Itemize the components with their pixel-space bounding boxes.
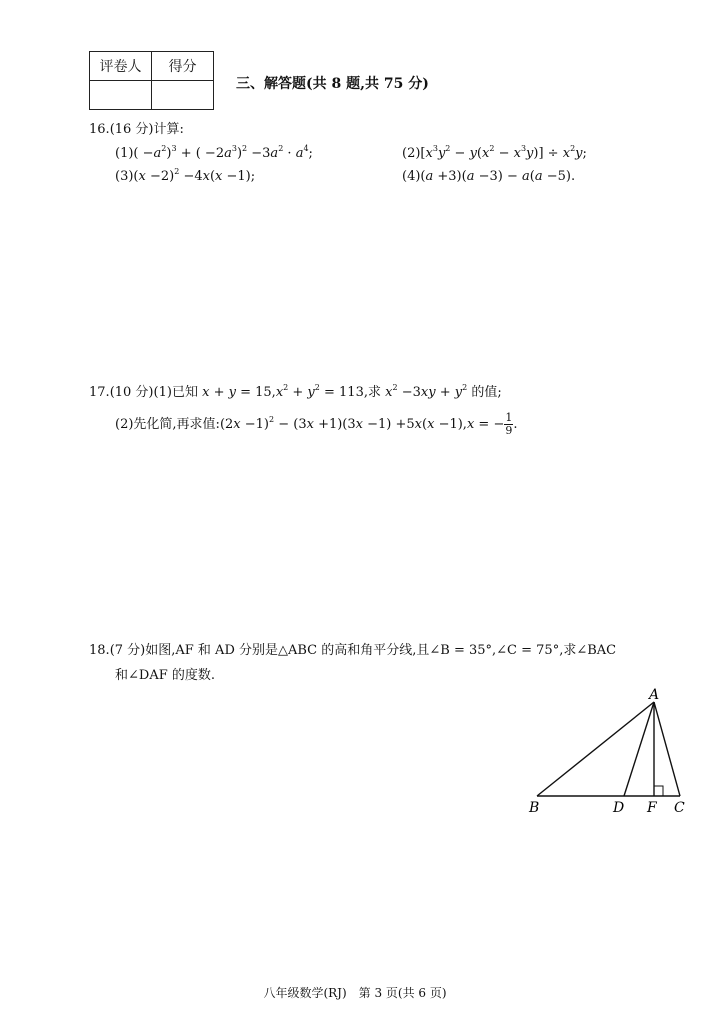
q18-line2: 和∠DAF 的度数.: [115, 668, 215, 683]
q17-part1: 17.(10 分)(1)已知 $x + y = 15,x^2 + y^2 = 113$,求 $x^2 -3xy + y^2$ 的值;: [89, 383, 502, 400]
q16-part2: $(2)[x^3y^2 - y(x^2 - x^3y)] \div x^2y$;: [402, 144, 587, 161]
score-label: 得分: [152, 52, 214, 81]
q16-part1: $(1)( -a^2)^3$ + ( $-2a^3)^2 -3a^2 \cdot a^4$;: [115, 144, 313, 161]
label-a: A: [649, 688, 660, 703]
q16-number: 16.: [89, 122, 110, 137]
section-title: 三、解答题(共 8 题,共 75 分): [236, 76, 429, 92]
q16-header: [89, 119, 184, 141]
score-table: [89, 51, 214, 110]
q16-prompt: 计算:: [153, 122, 184, 137]
q17-part2: (2)先化简,再求值:(2x −1)$^2$ − (3x +1)(3x −1) +5x(x −1),x = − $\frac{1}{9}$ .: [115, 411, 518, 437]
grader-label: 评卷人: [90, 52, 152, 81]
q16-points: (16 分): [109, 122, 154, 137]
page-footer: 八年级数学(RJ) 第 3 页(共 6 页): [263, 986, 447, 1000]
fraction-one-ninth: $\frac{1}{9}$: [505, 411, 513, 437]
q16-part4: (4)(a +3)(a −3) − a(a −5).: [402, 169, 576, 184]
grader-cell[interactable]: [90, 81, 152, 110]
triangle-figure: [520, 688, 700, 818]
q18-line1: 18.(7 分)如图,AF 和 AD 分别是△ABC 的高和角平分线,且∠B = 35°,∠C = 75°,求∠BAC: [89, 643, 617, 658]
label-d: D: [613, 800, 625, 816]
right-angle-mark: [654, 786, 663, 796]
segment-ab: [537, 702, 654, 796]
score-cell[interactable]: [152, 81, 214, 110]
segment-ac: [654, 702, 680, 796]
label-f: F: [647, 800, 657, 816]
label-c: C: [674, 800, 685, 816]
q16-part3: $(3)(x -2)^2 -4x(x -1)$;: [115, 167, 256, 184]
label-b: B: [529, 800, 540, 816]
segment-ad: [624, 702, 654, 796]
